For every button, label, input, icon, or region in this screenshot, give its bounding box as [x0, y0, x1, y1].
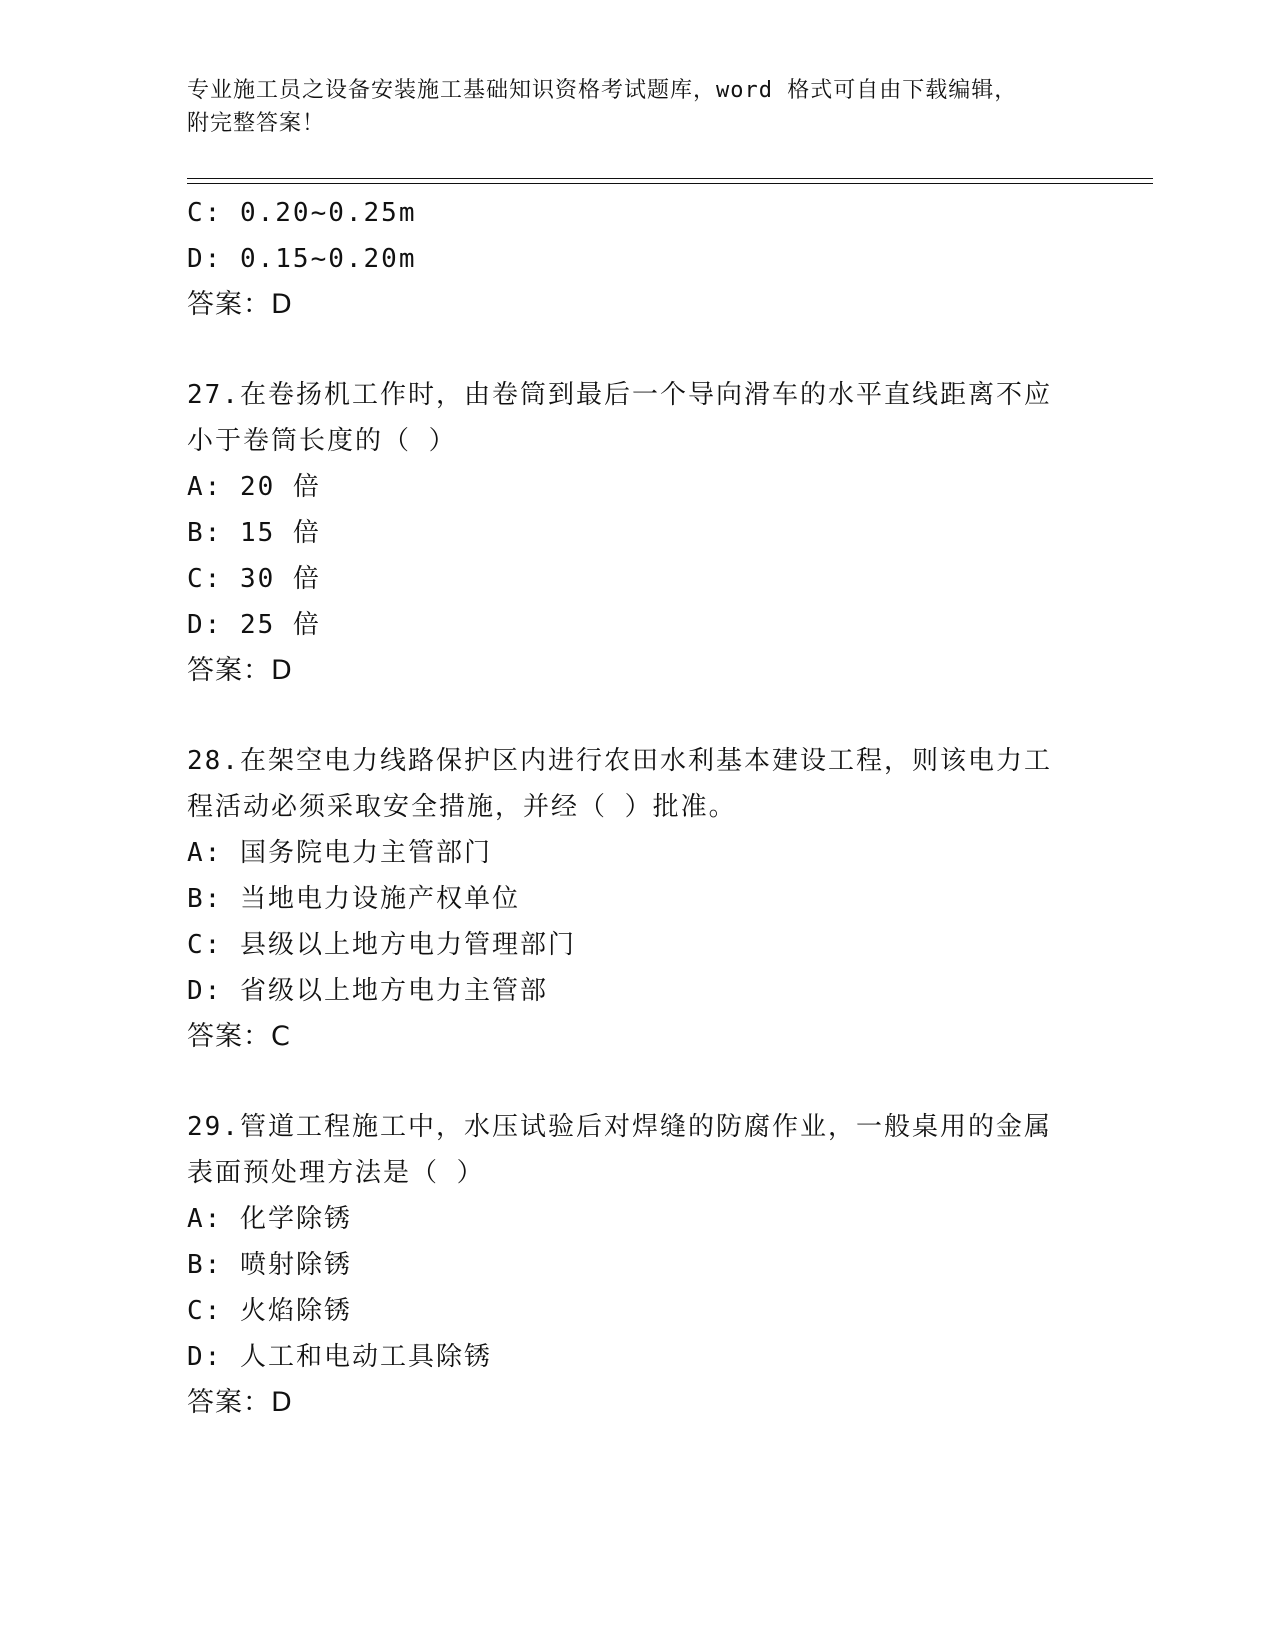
question-list [187, 190, 1087, 1426]
spacer [187, 328, 1087, 372]
answer-line: 答案：D [187, 655, 293, 686]
question-27 [187, 372, 1087, 694]
question-29 [187, 1104, 1087, 1426]
header-divider-top [187, 178, 1153, 179]
question-28 [187, 738, 1087, 1060]
partial-question-26 [187, 190, 1087, 328]
question-stem-line-1: 29.管道工程施工中，水压试验后对焊缝的防腐作业，一般桌用的金属 [187, 1112, 1052, 1142]
spacer [187, 1060, 1087, 1104]
question-stem-line-2: 程活动必须采取安全措施，并经（ ）批准。 [187, 792, 737, 822]
question-stem-line-1: 28.在架空电力线路保护区内进行农田水利基本建设工程，则该电力工 [187, 746, 1052, 776]
option-b: B: 15 倍 [187, 518, 321, 548]
option-b: B: 喷射除锈 [187, 1250, 352, 1280]
answer-line: 答案：D [187, 289, 293, 320]
option-d: D: 0.15~0.20m [187, 244, 417, 274]
option-c: C: 县级以上地方电力管理部门 [187, 930, 576, 960]
option-a: A: 化学除锈 [187, 1204, 352, 1234]
spacer [187, 694, 1087, 738]
option-a: A: 国务院电力主管部门 [187, 838, 492, 868]
option-c: C: 0.20~0.25m [187, 198, 417, 228]
header-title-line-2: 附完整答案！ [187, 111, 326, 136]
answer-line: 答案：D [187, 1387, 293, 1418]
option-d: D: 25 倍 [187, 610, 321, 640]
document-header [187, 74, 1087, 140]
option-b: B: 当地电力设施产权单位 [187, 884, 520, 914]
question-stem-line-2: 表面预处理方法是（ ） [187, 1158, 485, 1188]
header-title-line-1: 专业施工员之设备安装施工基础知识资格考试题库，word 格式可自由下载编辑， [187, 78, 1018, 103]
option-d: D: 省级以上地方电力主管部 [187, 976, 548, 1006]
header-divider-bottom [187, 183, 1153, 184]
option-d: D: 人工和电动工具除锈 [187, 1342, 492, 1372]
option-c: C: 30 倍 [187, 564, 321, 594]
option-c: C: 火焰除锈 [187, 1296, 352, 1326]
question-stem-line-1: 27.在卷扬机工作时，由卷筒到最后一个导向滑车的水平直线距离不应 [187, 380, 1052, 410]
answer-line: 答案：C [187, 1021, 291, 1052]
question-stem-line-2: 小于卷筒长度的（ ） [187, 426, 457, 456]
option-a: A: 20 倍 [187, 472, 321, 502]
